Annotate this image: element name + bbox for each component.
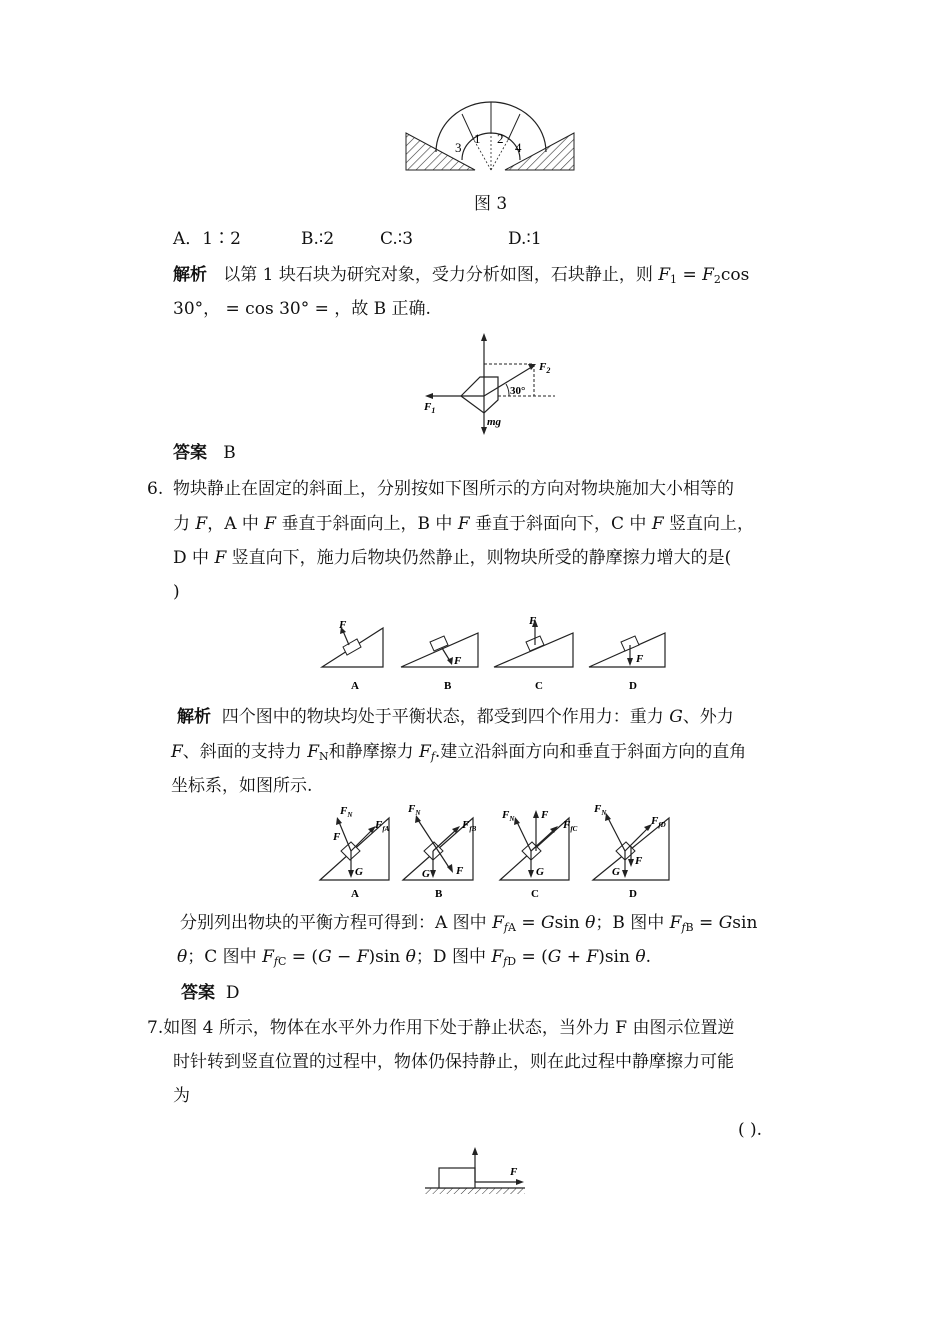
svg-text:A: A bbox=[351, 680, 359, 692]
svg-text:FN: $F_N$ bbox=[502, 809, 515, 823]
q7-line2: 时针转到竖直位置的过程中，物体仍保持静止，则在此过程中静摩擦力可能 bbox=[173, 1052, 734, 1072]
q7-force-label: F bbox=[510, 1166, 518, 1178]
q7-line3: 为 bbox=[173, 1086, 190, 1106]
option-b: B.∶2 bbox=[301, 229, 335, 249]
q6-equations-line1: 分别列出物块的平衡方程可得到：A 图中 $F_{fA} = Gsin$ θ；B 图中 $F_{fB} = Gsin$ bbox=[180, 913, 758, 934]
fig3-label-1: 1 bbox=[474, 131, 481, 146]
q6-answer-value: D bbox=[225, 983, 240, 1003]
svg-text:B: B bbox=[435, 888, 443, 900]
mg-label: mg bbox=[487, 416, 502, 428]
q5-answer-value: B bbox=[223, 443, 236, 463]
q7-line1: 7.如图 4 所示，物体在水平外力作用下处于静止状态，当外力 F 由图示位置逆 bbox=[147, 1018, 735, 1038]
q6-number: 6. bbox=[147, 479, 164, 499]
q5-analysis-label: 解析 bbox=[173, 265, 207, 285]
svg-text:B: B bbox=[444, 680, 452, 692]
svg-text:FN: $F_N$ bbox=[408, 803, 421, 817]
figure-3-caption: 图 3 bbox=[474, 194, 508, 214]
svg-text:C: C bbox=[531, 888, 539, 900]
q6-analysis-line1: 解析 四个图中的物块均处于平衡状态，都受到四个作用力：重力 G、外力 bbox=[177, 707, 734, 727]
svg-text:G: G bbox=[355, 866, 363, 878]
svg-text:F: F bbox=[635, 855, 643, 867]
q5-answer-label: 答案 bbox=[173, 443, 207, 463]
option-a: A．1∶2 bbox=[173, 229, 241, 249]
q6-line4: ) bbox=[173, 582, 180, 602]
svg-text:FN: $F_N$ bbox=[340, 805, 353, 819]
q7-answer-blank: ( ). bbox=[738, 1120, 763, 1140]
svg-text:D: D bbox=[629, 888, 637, 900]
q6-line1: 物块静止在固定的斜面上，分别按如下图所示的方向对物块施加大小相等的 bbox=[173, 479, 734, 499]
q5-analysis-text: 以第 1 块石块为研究对象，受力分析如图，石块静止，则 bbox=[223, 265, 659, 285]
q6-analysis-label: 解析 bbox=[177, 707, 211, 727]
q6-analysis-line3: 坐标系，如图所示. bbox=[171, 776, 313, 796]
svg-text:F: F bbox=[529, 615, 537, 627]
fig3-label-2: 2 bbox=[497, 131, 504, 146]
option-d: D.∶1 bbox=[508, 229, 542, 249]
svg-text:F: F bbox=[636, 653, 644, 665]
svg-text:A: A bbox=[351, 888, 359, 900]
fig3-label-4: 4 bbox=[515, 140, 522, 155]
svg-text:D: D bbox=[629, 680, 637, 692]
svg-text:G: G bbox=[536, 866, 544, 878]
svg-text:G: G bbox=[612, 866, 620, 878]
option-c: C.∶3 bbox=[380, 229, 414, 249]
q6-analysis-line2: F、斜面的支持力 $F_N$和静摩擦力 $F_f$.建立沿斜面方向和垂直于斜面方向的直角 bbox=[171, 742, 747, 763]
q6-line2: 力 F，A 中 F 垂直于斜面向上，B 中 F 垂直于斜面向下，C 中 F 竖直向上， bbox=[173, 514, 755, 534]
q5-analysis-line1: 解析 以第 1 块石块为研究对象，受力分析如图，石块静止，则 $F_1 = F_2\cos$ bbox=[173, 265, 750, 286]
svg-text:FN: $F_N$ bbox=[594, 803, 607, 817]
f1-label: $F_1$ bbox=[424, 401, 436, 415]
svg-text:FfA: $F_{fA}$ bbox=[375, 819, 390, 833]
svg-text:F: F bbox=[456, 865, 464, 877]
block bbox=[439, 1168, 475, 1188]
f2-label: $F_2$ bbox=[539, 361, 551, 375]
q6-line3: D 中 F 竖直向下，施力后物块仍然静止，则物块所受的静摩擦力增大的是( bbox=[173, 548, 732, 568]
q6-answer-label: 答案 bbox=[181, 983, 215, 1003]
angle-label: 30° bbox=[510, 385, 526, 397]
q6-equations-line2: θ；C 图中 $F_{fC} = (G - F)\sin$ θ；D 图中 $F_{fD} = (G + F)\sin$ θ. bbox=[177, 947, 652, 968]
svg-text:C: C bbox=[535, 680, 543, 692]
svg-text:FfD: $F_{fD}$ bbox=[651, 815, 666, 829]
svg-text:F: F bbox=[454, 655, 462, 667]
svg-text:FfB: $F_{fB}$ bbox=[462, 819, 477, 833]
fig3-label-3: 3 bbox=[455, 140, 462, 155]
svg-text:F: F bbox=[541, 809, 549, 821]
q5-analysis-line2: 30°， = cos 30° = ，故 B 正确. bbox=[173, 299, 431, 319]
svg-text:F: F bbox=[333, 831, 341, 843]
svg-text:F: F bbox=[339, 619, 347, 631]
svg-text:FfC: $F_{fC}$ bbox=[563, 819, 578, 833]
svg-text:G: G bbox=[422, 868, 430, 880]
